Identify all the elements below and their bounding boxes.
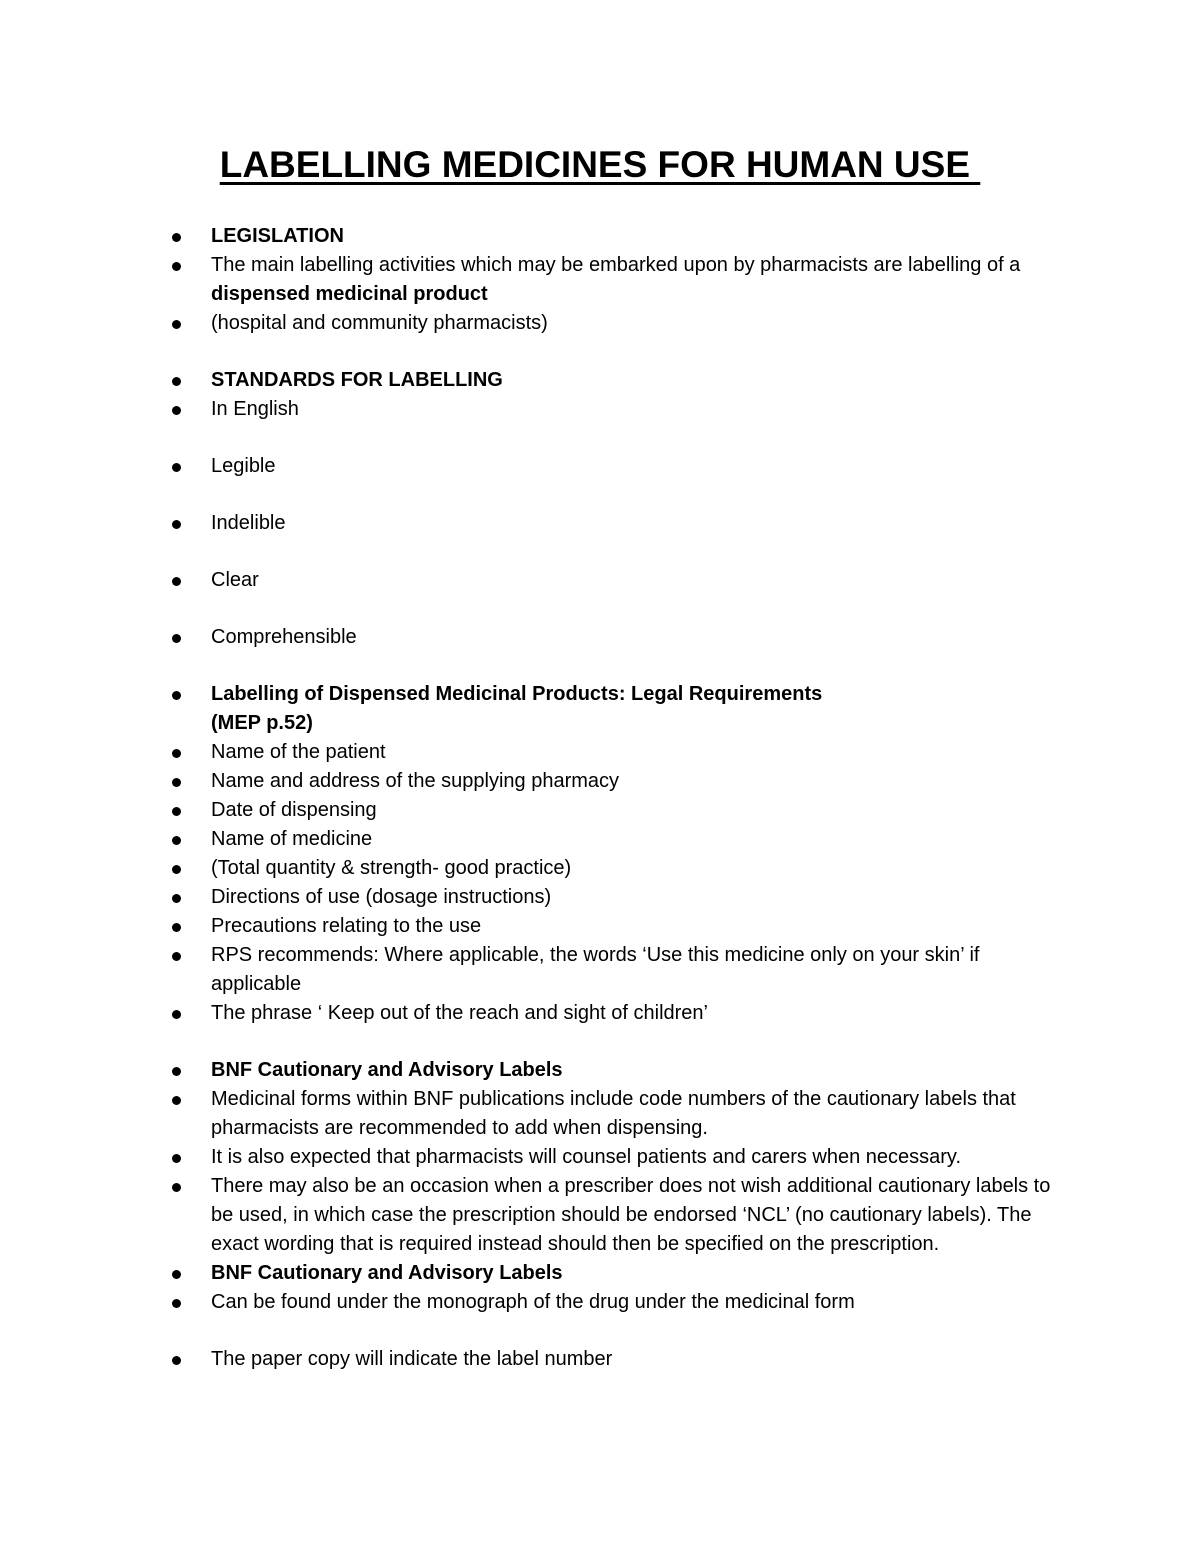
bullet-icon [172, 1096, 181, 1105]
list-item: Date of dispensing [0, 796, 1200, 825]
bullet-icon [172, 749, 181, 758]
list-item: STANDARDS FOR LABELLING [0, 366, 1200, 395]
list-item: Can be found under the monograph of the drug under the medicinal form [0, 1288, 1200, 1317]
list-item: (hospital and community pharmacists) [0, 309, 1200, 338]
list-item: The phrase ‘ Keep out of the reach and sight of children’ [0, 999, 1200, 1028]
list-item: In English [0, 395, 1200, 424]
list-item: Clear [0, 566, 1200, 595]
bullet-icon [172, 691, 181, 700]
list-item: The main labelling activities which may be embarked upon by pharmacists are labelling of a dispensed medicinal product [0, 251, 1200, 309]
bullet-icon [172, 1154, 181, 1163]
bullet-icon [172, 1067, 181, 1076]
list-item: BNF Cautionary and Advisory Labels [0, 1056, 1200, 1085]
list-item: The paper copy will indicate the label number [0, 1345, 1200, 1374]
list-item: Legible [0, 452, 1200, 481]
list-item: BNF Cautionary and Advisory Labels [0, 1259, 1200, 1288]
list-item: LEGISLATION [0, 222, 1200, 251]
list-item: Name and address of the supplying pharmacy [0, 767, 1200, 796]
bullet-icon [172, 634, 181, 643]
list-item: Directions of use (dosage instructions) [0, 883, 1200, 912]
bullet-icon [172, 952, 181, 961]
list-item: It is also expected that pharmacists will counsel patients and carers when necessary. [0, 1143, 1200, 1172]
bullet-icon [172, 377, 181, 386]
bullet-icon [172, 233, 181, 242]
list-item: Name of the patient [0, 738, 1200, 767]
document-title: LABELLING MEDICINES FOR HUMAN USE [219, 144, 981, 185]
bullet-icon [172, 520, 181, 529]
list-item: Name of medicine [0, 825, 1200, 854]
bullet-icon [172, 1356, 181, 1365]
bullet-icon [172, 865, 181, 874]
list-item: There may also be an occasion when a prescriber does not wish additional cautionary labels to be used, in which case the prescription should be endorsed ‘NCL’ (no cautionary labels). The exact wording that is required instead should then be specified on the prescription. [0, 1172, 1200, 1259]
bullet-icon [172, 406, 181, 415]
bullet-list [0, 222, 1200, 1374]
bullet-icon [172, 262, 181, 271]
list-item: RPS recommends: Where applicable, the words ‘Use this medicine only on your skin’ if applicable [0, 941, 1200, 999]
bullet-icon [172, 894, 181, 903]
list-item: Indelible [0, 509, 1200, 538]
list-item: (Total quantity & strength- good practice) [0, 854, 1200, 883]
bullet-icon [172, 463, 181, 472]
bullet-icon [172, 836, 181, 845]
list-item: Precautions relating to the use [0, 912, 1200, 941]
bullet-icon [172, 778, 181, 787]
bullet-icon [172, 577, 181, 586]
bullet-icon [172, 1299, 181, 1308]
bullet-icon [172, 320, 181, 329]
bullet-icon [172, 1183, 181, 1192]
list-item: Comprehensible [0, 623, 1200, 652]
bullet-icon [172, 1010, 181, 1019]
bullet-icon [172, 1270, 181, 1279]
bullet-icon [172, 807, 181, 816]
list-item: Medicinal forms within BNF publications include code numbers of the cautionary labels that pharmacists are recommended to add when dispensing. [0, 1085, 1200, 1143]
list-item: Labelling of Dispensed Medicinal Products: Legal Requirements (MEP p.52) [0, 680, 1200, 738]
bullet-icon [172, 923, 181, 932]
